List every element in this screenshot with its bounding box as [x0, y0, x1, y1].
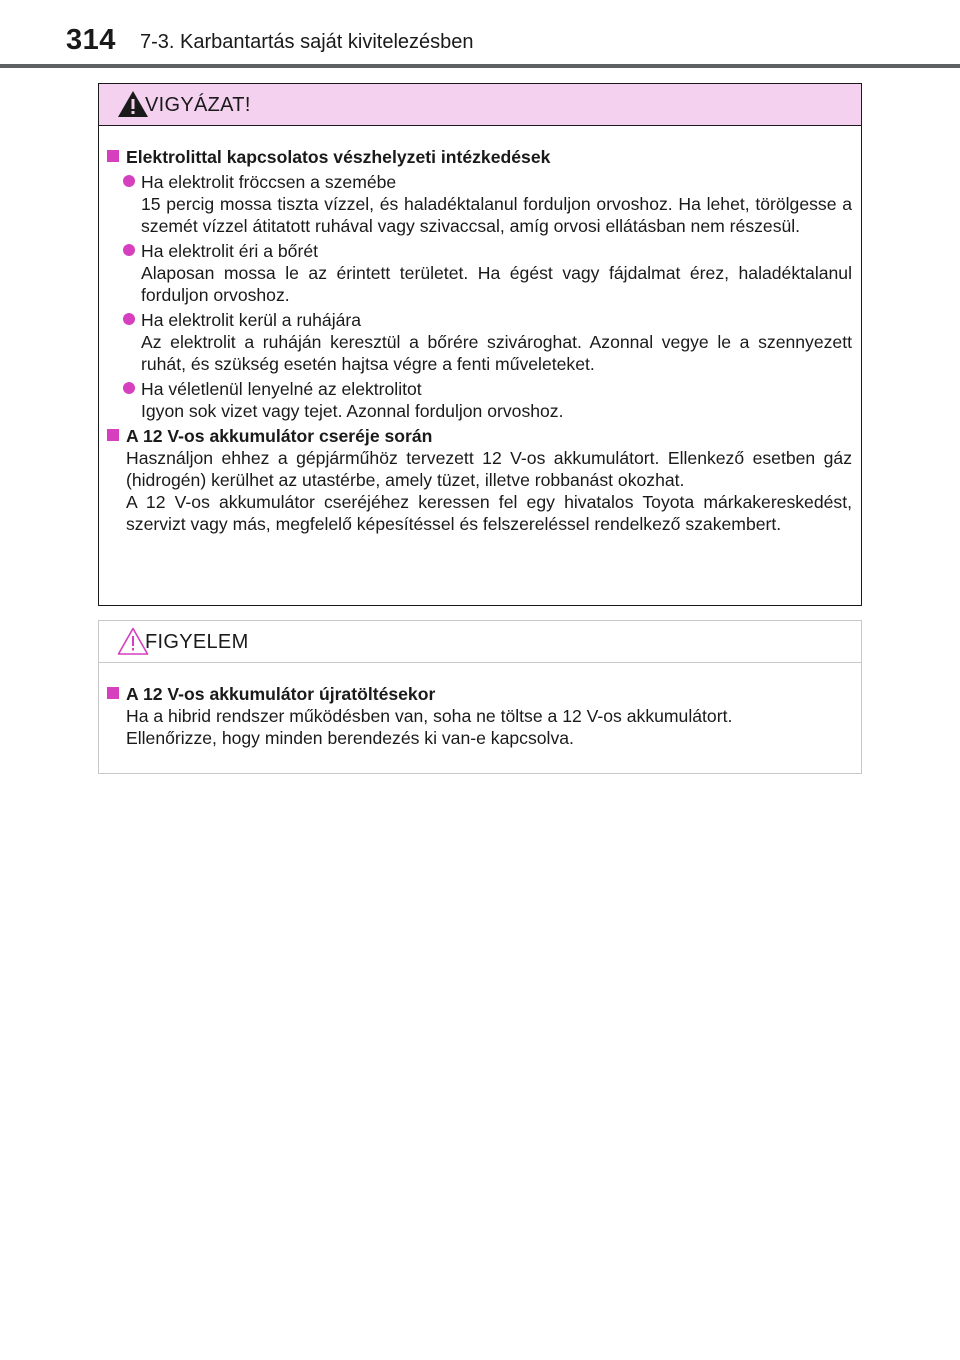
square-bullet-icon: [107, 687, 119, 699]
section-heading-text: A 12 V-os akkumulátor cseréje során: [126, 426, 433, 446]
warning-box: [98, 83, 862, 606]
warning-section-heading: [107, 146, 852, 168]
caution-title: FIGYELEM: [145, 631, 249, 653]
bullet-title: Ha elektrolit éri a bőrét: [141, 241, 318, 261]
bullet-title: Ha véletlenül lenyelné az elektrolitot: [141, 379, 422, 399]
round-bullet-icon: [123, 313, 135, 325]
section-paragraph: Használjon ehhez a gépjárműhöz tervezett 12 V-os akkumulátort. Ellenkező esetben gáz (hidrogén) kerülhet az utastérbe, amely tüzet, illetve robbanást okozhat.: [126, 448, 852, 490]
caution-line: Ellenőrizze, hogy minden berendezés ki van-e kapcsolva.: [126, 728, 574, 748]
caution-body: [99, 663, 861, 749]
caution-section-heading: [107, 683, 852, 705]
warning-body: [99, 126, 861, 535]
warning-title: VIGYÁZAT!: [145, 94, 251, 116]
bullet-title: Ha elektrolit fröccsen a szemébe: [141, 172, 397, 192]
round-bullet-icon: [123, 244, 135, 256]
section-heading-text: Elektrolittal kapcsolatos vészhelyzeti intézkedések: [126, 147, 551, 167]
bullet-text: 15 percig mossa tiszta vízzel, és haladéktalanul forduljon orvoshoz. Ha lehet, törölgesse a szemét vízzel átitatott ruhával vagy szivaccsal, amíg orvosi ellátásban nem részesül.: [141, 194, 852, 236]
bullet-text: Alaposan mossa le az érintett területet. Ha égést vagy fájdalmat érez, haladéktalanul forduljon orvoshoz.: [141, 263, 852, 305]
round-bullet-icon: [123, 382, 135, 394]
list-item: [107, 240, 852, 306]
square-bullet-icon: [107, 429, 119, 441]
warning-section-heading: [107, 425, 852, 447]
bullet-title: Ha elektrolit kerül a ruhájára: [141, 310, 362, 330]
round-bullet-icon: [123, 175, 135, 187]
caution-line: Ha a hibrid rendszer működésben van, soha ne töltse a 12 V-os akkumulátort.: [126, 706, 733, 726]
list-item: [107, 309, 852, 375]
caution-box-header: [99, 621, 861, 663]
list-item: [107, 171, 852, 237]
bullet-text: Az elektrolit a ruháján keresztül a bőrére szivároghat. Azonnal vegye le a szennyezett ruhát, és szükség esetén hajtsa végre a fenti műveleteket.: [141, 332, 852, 374]
bullet-text: Igyon sok vizet vagy tejet. Azonnal forduljon orvoshoz.: [141, 401, 564, 421]
warning-box-header: [99, 84, 861, 126]
section-paragraph: A 12 V-os akkumulátor cseréjéhez keressen fel egy hivatalos Toyota márkakereskedést, szervizt vagy más, megfelelő képesítéssel és felszereléssel rendelkező szakembert.: [126, 492, 852, 534]
caution-box: [98, 620, 862, 774]
square-bullet-icon: [107, 150, 119, 162]
page-header: [0, 0, 960, 70]
section-heading-text: A 12 V-os akkumulátor újratöltésekor: [126, 684, 436, 704]
header-rule: [0, 64, 960, 68]
page-number: 314: [66, 24, 116, 56]
list-item: [107, 378, 852, 422]
section-title: 7-3. Karbantartás saját kivitelezésben: [140, 31, 474, 53]
